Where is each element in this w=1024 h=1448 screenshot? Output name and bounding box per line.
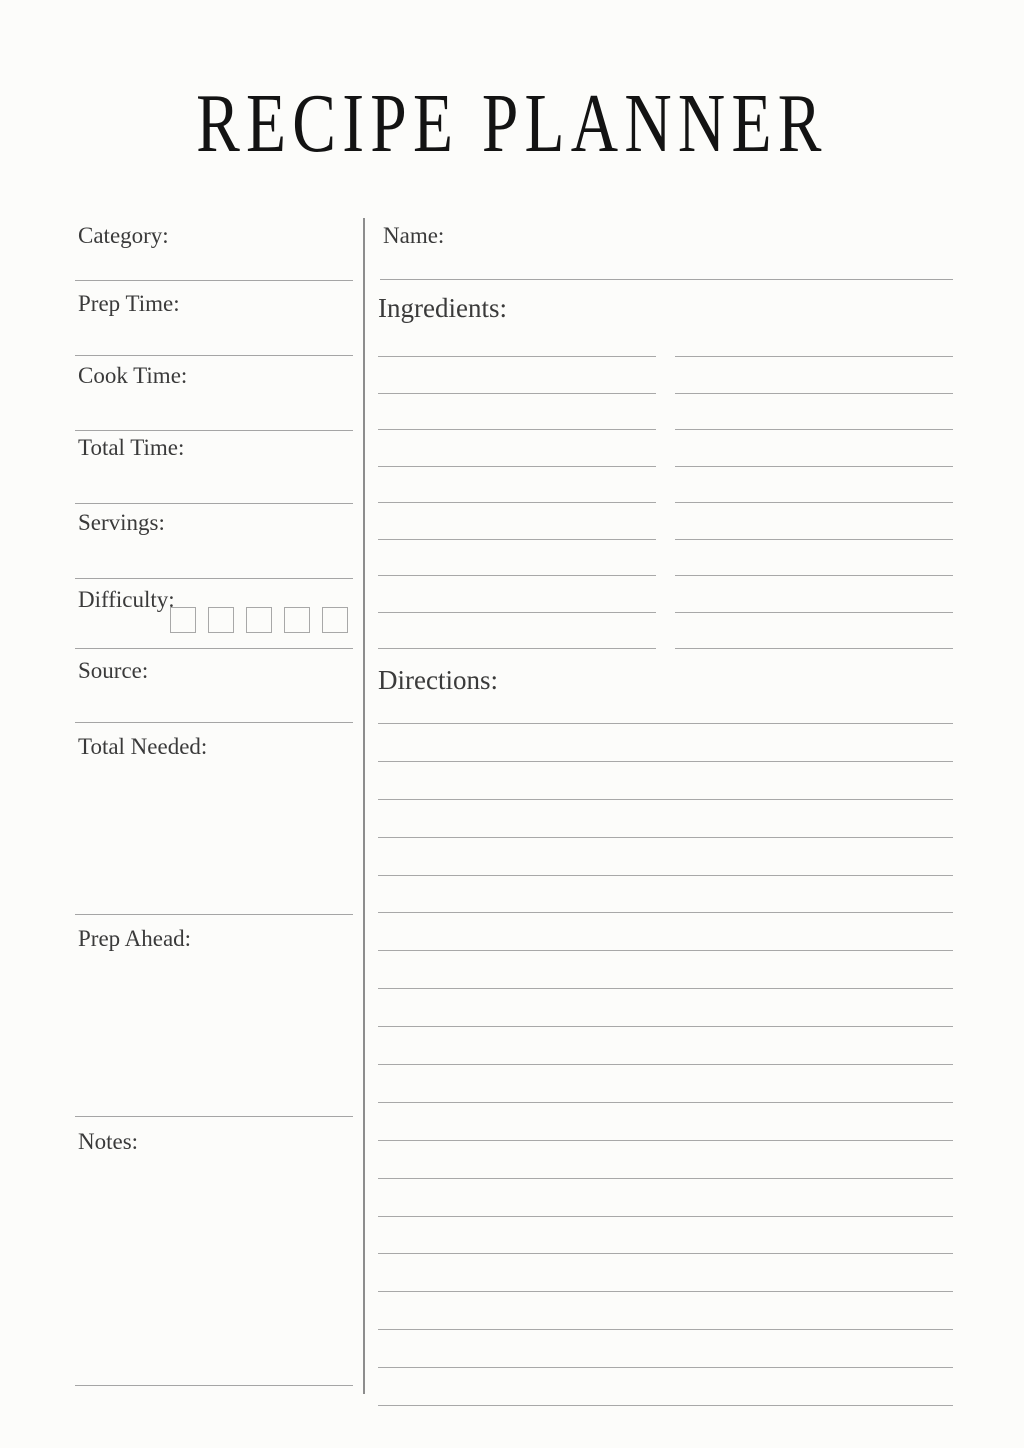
servings-write-line[interactable] <box>75 564 353 579</box>
notes-write-line[interactable] <box>75 1371 353 1386</box>
field-name <box>378 222 953 280</box>
direction-line[interactable] <box>378 912 953 950</box>
total-needed-write-line[interactable] <box>75 900 353 915</box>
field-servings <box>73 509 353 579</box>
direction-line[interactable] <box>378 875 953 913</box>
ingredient-line[interactable] <box>378 539 656 576</box>
page-title: RECIPE PLANNER <box>196 77 828 170</box>
ingredient-line[interactable] <box>675 648 953 685</box>
prep-time-label: Prep Time: <box>78 291 180 316</box>
ingredients-lines <box>378 356 953 685</box>
direction-line[interactable] <box>378 1405 953 1443</box>
source-label: Source: <box>78 658 149 683</box>
field-source <box>73 657 353 723</box>
field-difficulty <box>73 586 353 649</box>
direction-line[interactable] <box>378 837 953 875</box>
ingredient-line[interactable] <box>675 575 953 612</box>
field-notes <box>73 1128 353 1386</box>
ingredient-line[interactable] <box>675 429 953 466</box>
direction-line[interactable] <box>378 1367 953 1405</box>
source-write-line[interactable] <box>75 708 353 723</box>
difficulty-checkbox[interactable] <box>246 607 272 633</box>
direction-line[interactable] <box>378 1064 953 1102</box>
difficulty-label: Difficulty: <box>78 587 175 612</box>
direction-line[interactable] <box>378 799 953 837</box>
field-total-needed <box>73 733 353 915</box>
ingredients-column-left <box>378 356 656 685</box>
direction-line[interactable] <box>378 723 953 761</box>
direction-line[interactable] <box>378 1329 953 1367</box>
direction-line[interactable] <box>378 1026 953 1064</box>
direction-line[interactable] <box>378 1253 953 1291</box>
direction-line[interactable] <box>378 1178 953 1216</box>
ingredient-line[interactable] <box>675 612 953 649</box>
name-write-line[interactable] <box>380 265 953 280</box>
ingredient-line[interactable] <box>675 539 953 576</box>
name-label: Name: <box>383 223 445 248</box>
ingredient-line[interactable] <box>378 356 656 393</box>
ingredient-line[interactable] <box>378 575 656 612</box>
difficulty-checkbox-group <box>170 607 348 633</box>
total-needed-label: Total Needed: <box>78 734 208 759</box>
difficulty-checkbox[interactable] <box>208 607 234 633</box>
cook-time-write-line[interactable] <box>75 416 353 431</box>
ingredient-line[interactable] <box>675 502 953 539</box>
ingredient-line[interactable] <box>378 429 656 466</box>
category-label: Category: <box>78 223 169 248</box>
direction-line[interactable] <box>378 950 953 988</box>
notes-label: Notes: <box>78 1129 139 1154</box>
ingredients-heading: Ingredients: <box>378 293 507 323</box>
ingredient-line[interactable] <box>378 612 656 649</box>
category-write-line[interactable] <box>75 266 353 281</box>
field-cook-time <box>73 362 353 431</box>
ingredient-line[interactable] <box>675 466 953 503</box>
total-time-label: Total Time: <box>78 435 185 460</box>
ingredient-line[interactable] <box>675 393 953 430</box>
field-category <box>73 222 353 281</box>
field-prep-ahead <box>73 925 353 1117</box>
direction-line[interactable] <box>378 1216 953 1254</box>
direction-line[interactable] <box>378 1140 953 1178</box>
direction-line[interactable] <box>378 761 953 799</box>
ingredient-line[interactable] <box>378 466 656 503</box>
difficulty-checkbox[interactable] <box>170 607 196 633</box>
column-divider <box>363 218 365 1394</box>
direction-line[interactable] <box>378 1102 953 1140</box>
directions-lines <box>378 723 953 1443</box>
field-prep-time <box>73 290 353 356</box>
direction-line[interactable] <box>378 988 953 1026</box>
prep-ahead-label: Prep Ahead: <box>78 926 192 951</box>
prep-ahead-write-line[interactable] <box>75 1102 353 1117</box>
difficulty-checkbox[interactable] <box>322 607 348 633</box>
difficulty-checkbox[interactable] <box>284 607 310 633</box>
direction-line[interactable] <box>378 1291 953 1329</box>
servings-label: Servings: <box>78 510 165 535</box>
difficulty-write-line[interactable] <box>75 634 353 649</box>
ingredient-line[interactable] <box>675 356 953 393</box>
ingredient-line[interactable] <box>378 393 656 430</box>
ingredients-column-right <box>675 356 953 685</box>
directions-heading: Directions: <box>378 665 498 695</box>
ingredient-line[interactable] <box>378 502 656 539</box>
total-time-write-line[interactable] <box>75 489 353 504</box>
prep-time-write-line[interactable] <box>75 341 353 356</box>
field-total-time <box>73 434 353 504</box>
cook-time-label: Cook Time: <box>78 363 188 388</box>
